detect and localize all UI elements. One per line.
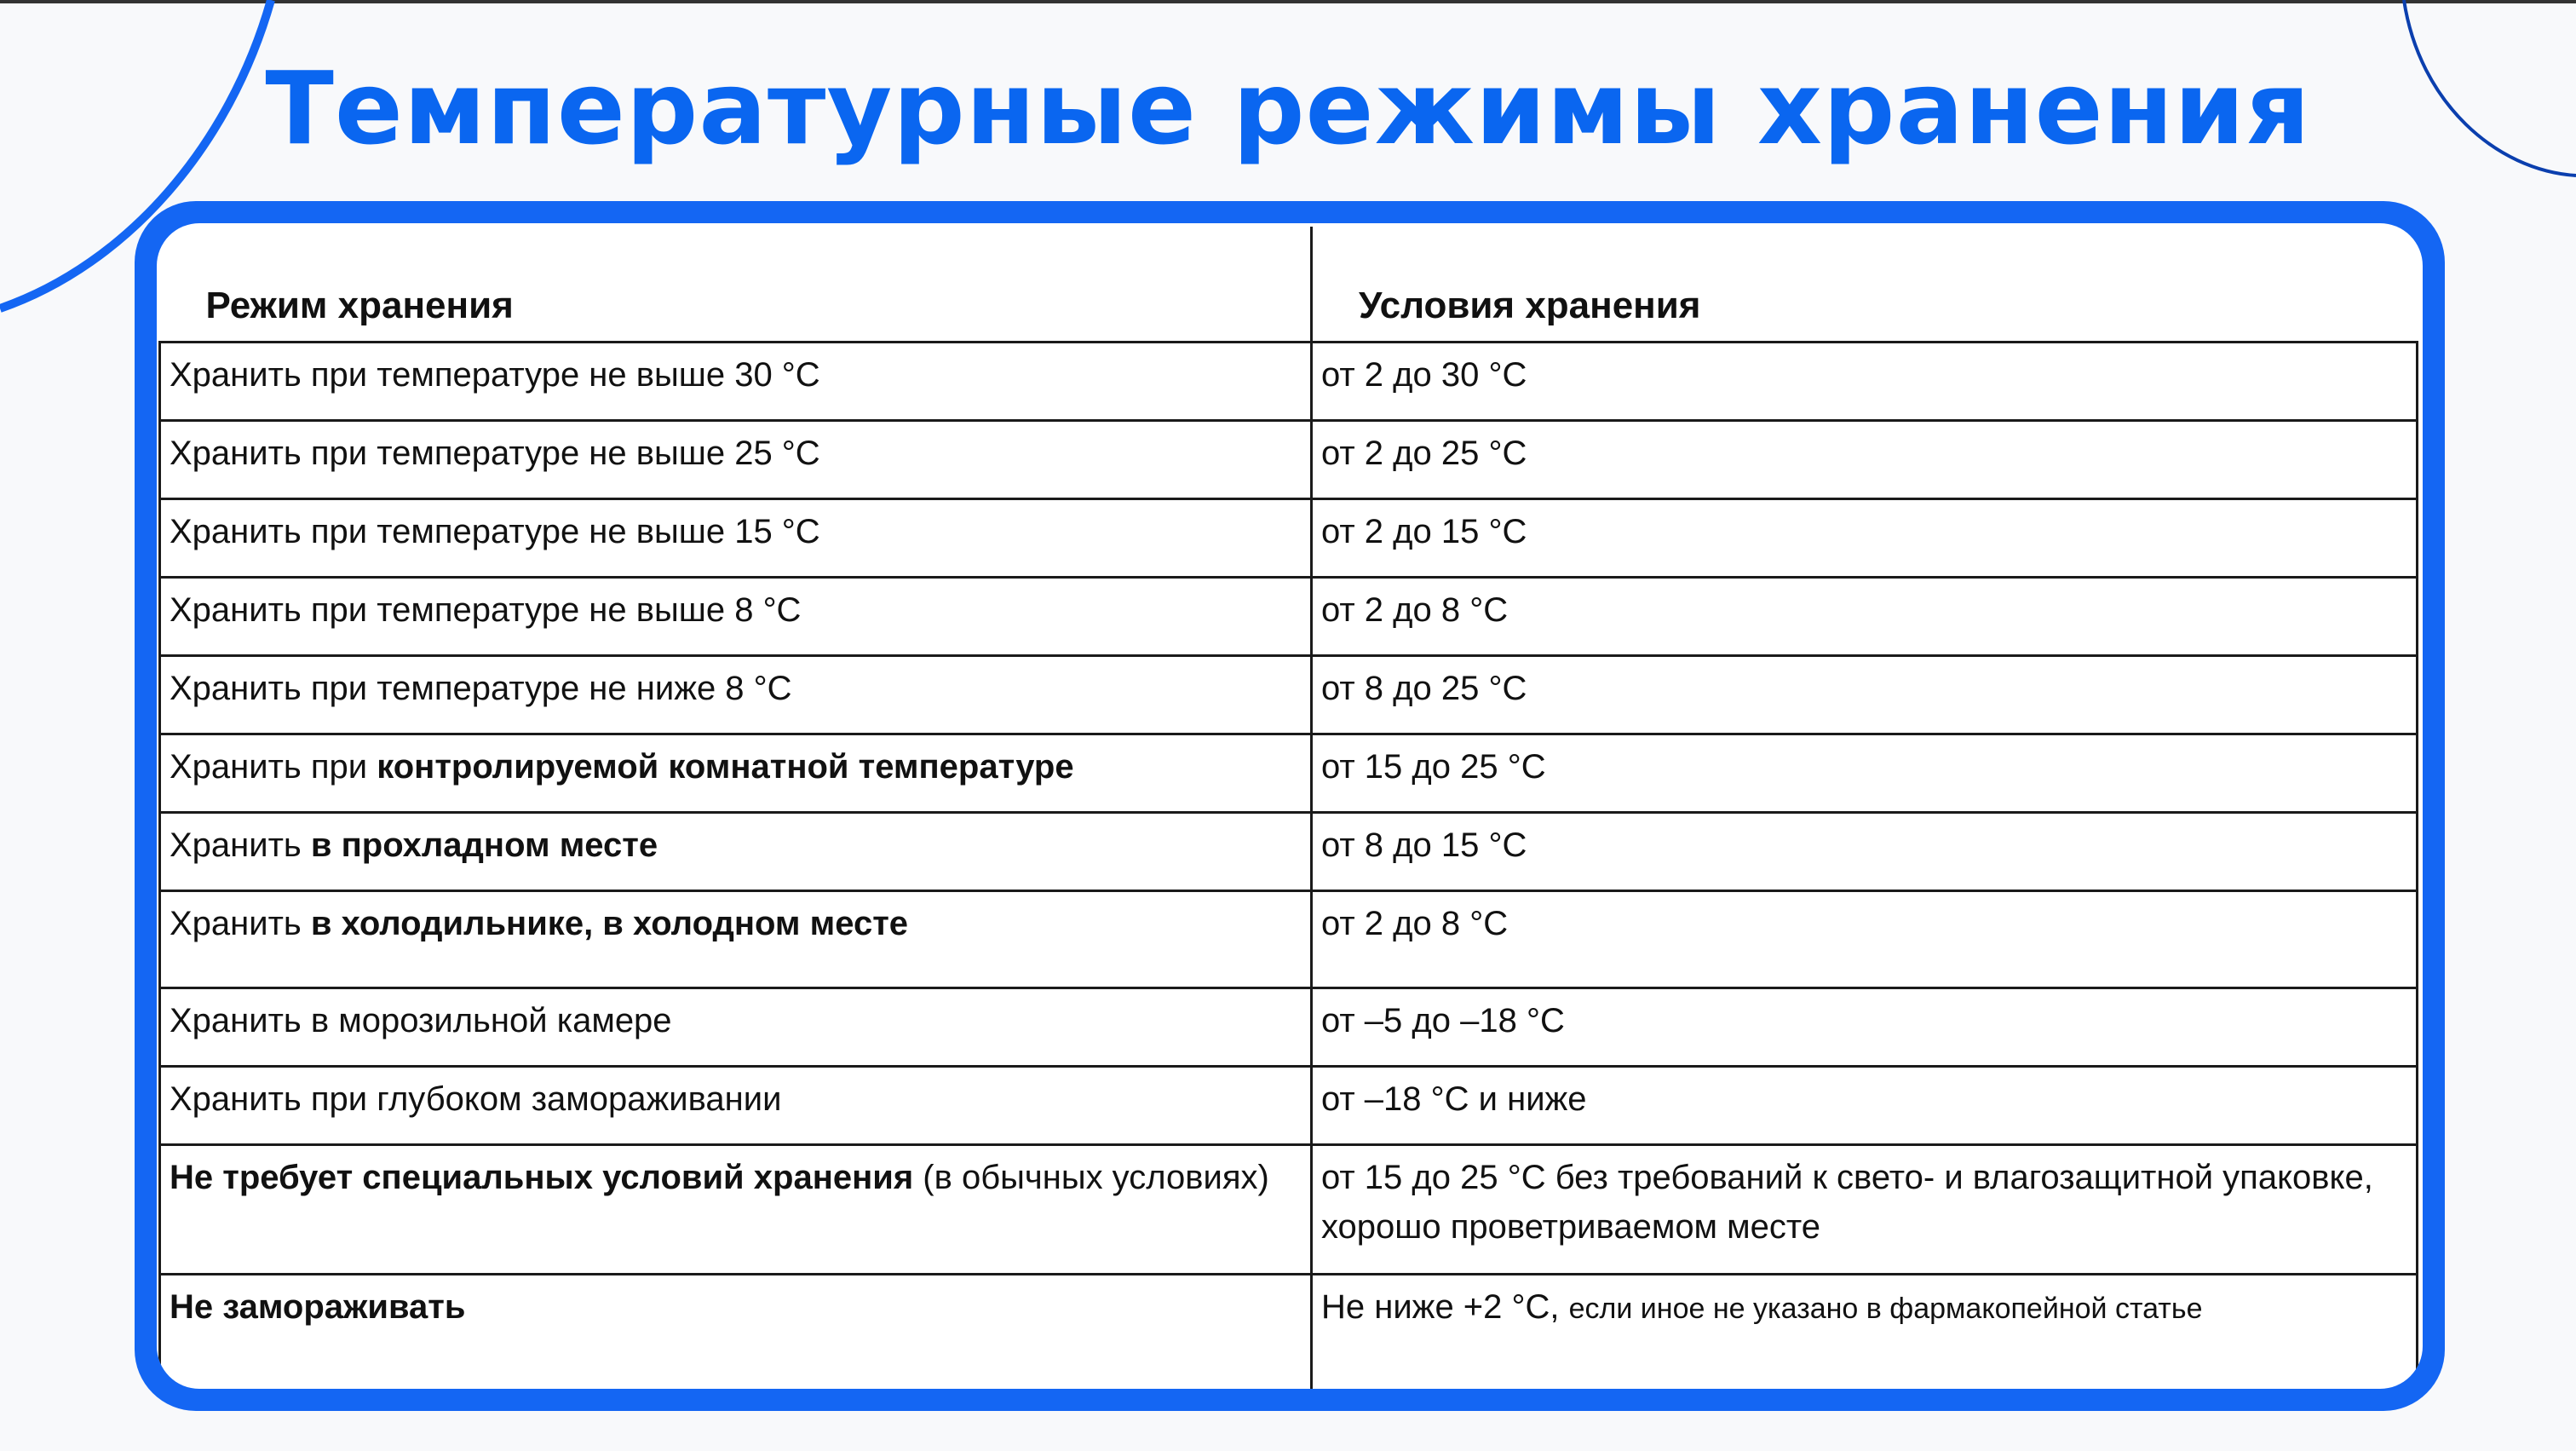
- mode-emphasis: Не замораживать: [170, 1288, 466, 1326]
- mode-emphasis: контролируемой комнатной температуре: [377, 748, 1074, 786]
- condition-cell: от 8 до 15 °С: [1312, 813, 2418, 891]
- mode-cell: Хранить при глубоком замораживании: [160, 1067, 1312, 1145]
- condition-cell: от 2 до 30 °С: [1312, 343, 2418, 421]
- condition-cell: от 8 до 25 °С: [1312, 656, 2418, 734]
- mode-cell: Хранить при температуре не выше 8 °С: [160, 578, 1312, 656]
- mode-emphasis: в прохладном месте: [310, 826, 658, 864]
- condition-note: если иное не указано в фармакопейной статье: [1568, 1293, 2203, 1325]
- column-header-conditions: Условия хранения: [1312, 227, 2418, 343]
- mode-cell: [160, 1145, 1312, 1275]
- mode-emphasis: в холодильнике, в холодном месте: [310, 905, 909, 942]
- storage-table: [158, 227, 2418, 1389]
- table-row: [160, 988, 2418, 1067]
- table-row: [160, 1067, 2418, 1145]
- page-title: Температурные режимы хранения: [265, 49, 2311, 167]
- mode-cell: [160, 734, 1312, 813]
- mode-emphasis: Не требует специальных условий хранения: [170, 1159, 914, 1196]
- mode-cell: [160, 891, 1312, 988]
- mode-text: (в обычных условиях): [913, 1159, 1269, 1196]
- table-row: [160, 343, 2418, 421]
- mode-cell: Хранить при температуре не выше 25 °С: [160, 421, 1312, 499]
- condition-cell: от 2 до 8 °С: [1312, 891, 2418, 988]
- condition-cell: [1312, 1275, 2418, 1390]
- table-row: [160, 499, 2418, 578]
- condition-cell: от 15 до 25 °С без требований к свето- и влагозащитной упаковке, хорошо проветриваемом месте: [1312, 1145, 2418, 1275]
- table-header-row: [160, 227, 2418, 343]
- table-row: [160, 656, 2418, 734]
- mode-text: Хранить: [170, 905, 311, 942]
- mode-text: Хранить: [170, 826, 311, 864]
- mode-cell: Хранить при температуре не выше 15 °С: [160, 499, 1312, 578]
- condition-cell: от 2 до 25 °С: [1312, 421, 2418, 499]
- mode-cell: [160, 813, 1312, 891]
- mode-cell: Хранить в морозильной камере: [160, 988, 1312, 1067]
- top-divider: [0, 0, 2576, 3]
- condition-cell: от –18 °С и ниже: [1312, 1067, 2418, 1145]
- condition-cell: от 2 до 15 °С: [1312, 499, 2418, 578]
- table-row: [160, 578, 2418, 656]
- condition-text: Не ниже +2 °С,: [1321, 1288, 1569, 1326]
- table-row: [160, 1275, 2418, 1390]
- table-row: [160, 1145, 2418, 1275]
- mode-cell: Хранить при температуре не выше 30 °С: [160, 343, 1312, 421]
- table-row: [160, 891, 2418, 988]
- mode-cell: Хранить при температуре не ниже 8 °С: [160, 656, 1312, 734]
- condition-cell: от 15 до 25 °С: [1312, 734, 2418, 813]
- condition-cell: от 2 до 8 °С: [1312, 578, 2418, 656]
- mode-text: Хранить при: [170, 748, 377, 786]
- table-row: [160, 813, 2418, 891]
- table-card: [157, 223, 2423, 1389]
- table-row: [160, 734, 2418, 813]
- condition-cell: от –5 до –18 °С: [1312, 988, 2418, 1067]
- column-header-mode: Режим хранения: [160, 227, 1312, 343]
- mode-cell: [160, 1275, 1312, 1390]
- table-row: [160, 421, 2418, 499]
